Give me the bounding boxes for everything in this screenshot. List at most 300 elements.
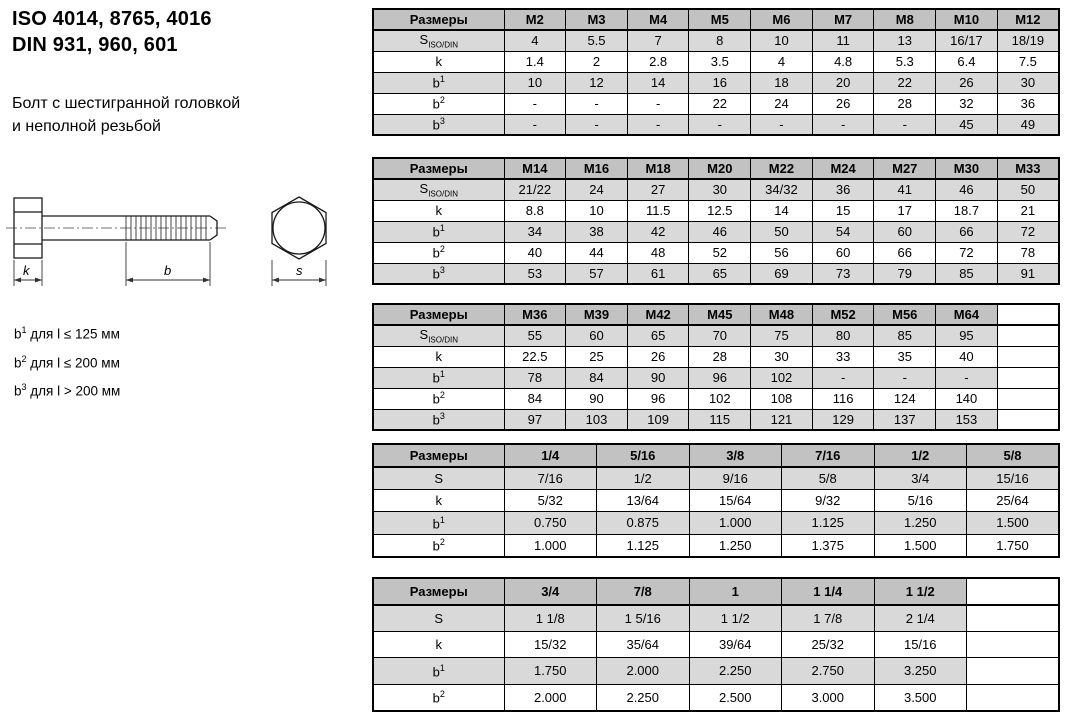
row-label: $b^2$ <box>373 93 504 114</box>
value-cell: 84 <box>504 388 566 409</box>
blank-cell <box>967 658 1060 685</box>
value-cell: 66 <box>874 242 936 263</box>
footnote-text: для l ≤ 200 мм <box>30 355 120 370</box>
value-cell: 1.250 <box>874 512 967 535</box>
size-column-header: M10 <box>936 9 998 30</box>
value-cell: - <box>874 114 936 135</box>
value-cell: 124 <box>874 388 936 409</box>
size-column-header: M12 <box>997 9 1059 30</box>
value-cell: 36 <box>812 179 874 200</box>
value-cell: 48 <box>627 242 689 263</box>
value-cell: 35/64 <box>597 631 690 658</box>
value-cell: 97 <box>504 409 566 430</box>
table-header-row <box>373 444 1059 467</box>
table-row <box>373 242 1059 263</box>
value-cell: 10 <box>566 200 628 221</box>
value-cell: 11 <box>812 30 874 51</box>
value-cell: 55 <box>504 325 566 346</box>
value-cell: 65 <box>627 325 689 346</box>
standards-title <box>12 6 212 58</box>
row-label: $b^2$ <box>373 388 504 409</box>
size-column-header: M8 <box>874 9 936 30</box>
value-cell: 2.250 <box>689 658 782 685</box>
value-cell: 30 <box>689 179 751 200</box>
value-cell: 22 <box>689 93 751 114</box>
sizes-header-label: Размеры <box>373 9 504 30</box>
blank-cell <box>967 631 1060 658</box>
value-cell: 9/32 <box>782 489 875 512</box>
footnote-symbol: b <box>14 355 22 370</box>
value-cell: 16 <box>689 72 751 93</box>
value-cell: 84 <box>566 367 628 388</box>
row-label: $b^3$ <box>373 409 504 430</box>
value-cell: 42 <box>627 221 689 242</box>
row-label: $b^1$ <box>373 221 504 242</box>
metric-table-m36-m64 <box>372 303 1060 431</box>
value-cell: 78 <box>997 242 1059 263</box>
value-cell: 1 1/2 <box>689 605 782 632</box>
size-column-header: M24 <box>812 158 874 179</box>
table-row <box>373 684 1059 711</box>
size-column-header: M5 <box>689 9 751 30</box>
value-cell: 60 <box>874 221 936 242</box>
blank-cell <box>997 304 1059 325</box>
size-column-header: 1 1/2 <box>874 578 967 605</box>
value-cell: 3.500 <box>874 684 967 711</box>
size-column-header: M27 <box>874 158 936 179</box>
value-cell: 40 <box>504 242 566 263</box>
value-cell: 38 <box>566 221 628 242</box>
value-cell: 26 <box>627 346 689 367</box>
value-cell: - <box>504 93 566 114</box>
size-column-header: M18 <box>627 158 689 179</box>
standards-iso-line: ISO 4014, 8765, 4016 <box>12 8 212 30</box>
description-line-1: Болт с шестигранной головкой <box>12 95 241 112</box>
value-cell: 28 <box>689 346 751 367</box>
value-cell: 2.000 <box>597 658 690 685</box>
value-cell: 20 <box>812 72 874 93</box>
value-cell: 1.000 <box>689 512 782 535</box>
size-column-header: 1/2 <box>874 444 967 467</box>
table-header-row <box>373 158 1059 179</box>
value-cell: - <box>812 367 874 388</box>
value-cell: 30 <box>997 72 1059 93</box>
size-column-header: M3 <box>566 9 628 30</box>
value-cell: 69 <box>751 263 813 284</box>
value-cell: 5/32 <box>504 489 597 512</box>
value-cell: 85 <box>874 325 936 346</box>
value-cell: 0.750 <box>504 512 597 535</box>
value-cell: 90 <box>566 388 628 409</box>
blank-cell <box>997 325 1059 346</box>
row-label: S <box>373 605 504 632</box>
row-label: $S_{ISO/DIN}$ <box>373 179 504 200</box>
value-cell: 44 <box>566 242 628 263</box>
value-cell: 85 <box>936 263 998 284</box>
value-cell: 66 <box>936 221 998 242</box>
value-cell: 50 <box>997 179 1059 200</box>
value-cell: 46 <box>689 221 751 242</box>
value-cell: 96 <box>627 388 689 409</box>
bolt-head-end-view <box>272 197 326 259</box>
table-row <box>373 346 1059 367</box>
value-cell: 2.500 <box>689 684 782 711</box>
value-cell: 40 <box>936 346 998 367</box>
size-column-header: 3/8 <box>689 444 782 467</box>
value-cell: 25/64 <box>967 489 1060 512</box>
row-label: $S_{ISO/DIN}$ <box>373 325 504 346</box>
size-column-header: M56 <box>874 304 936 325</box>
footnote-symbol: b <box>14 383 22 399</box>
row-label: $b^2$ <box>373 684 504 711</box>
value-cell: - <box>504 114 566 135</box>
value-cell: 24 <box>751 93 813 114</box>
value-cell: 70 <box>689 325 751 346</box>
value-cell: 39/64 <box>689 631 782 658</box>
value-cell: 2.8 <box>627 51 689 72</box>
footnote-b3 <box>14 375 120 404</box>
value-cell: 75 <box>751 325 813 346</box>
value-cell: 56 <box>751 242 813 263</box>
dimension-k-label: k <box>23 263 30 278</box>
value-cell: 116 <box>812 388 874 409</box>
value-cell: 14 <box>751 200 813 221</box>
value-cell: 3.250 <box>874 658 967 685</box>
value-cell: 5/16 <box>874 489 967 512</box>
value-cell: 46 <box>936 179 998 200</box>
bolt-technical-drawing <box>4 182 356 300</box>
inch-table-3-4-to-1-1-2 <box>372 577 1060 712</box>
footnote-b1 <box>14 318 120 347</box>
size-column-header: M42 <box>627 304 689 325</box>
value-cell: - <box>566 93 628 114</box>
value-cell: - <box>566 114 628 135</box>
footnote-sup: 3 <box>21 382 27 392</box>
arrowhead <box>126 278 133 283</box>
standards-din-line: DIN 931, 960, 601 <box>12 34 178 56</box>
size-column-header: M48 <box>751 304 813 325</box>
table-row <box>373 512 1059 535</box>
arrowhead <box>35 278 42 283</box>
value-cell: 4 <box>504 30 566 51</box>
value-cell: 1 7/8 <box>782 605 875 632</box>
value-cell: 5.3 <box>874 51 936 72</box>
value-cell: 1.500 <box>967 512 1060 535</box>
blank-cell <box>997 367 1059 388</box>
value-cell: - <box>874 367 936 388</box>
value-cell: 12.5 <box>689 200 751 221</box>
value-cell: - <box>812 114 874 135</box>
value-cell: 7 <box>627 30 689 51</box>
table-row <box>373 658 1059 685</box>
value-cell: 73 <box>812 263 874 284</box>
value-cell: 9/16 <box>689 467 782 490</box>
size-column-header: 5/16 <box>597 444 690 467</box>
value-cell: 41 <box>874 179 936 200</box>
table-row <box>373 179 1059 200</box>
size-column-header: M22 <box>751 158 813 179</box>
value-cell: 109 <box>627 409 689 430</box>
row-label: $b^3$ <box>373 263 504 284</box>
value-cell: 1.500 <box>874 534 967 557</box>
value-cell: 16/17 <box>936 30 998 51</box>
value-cell: - <box>689 114 751 135</box>
table-row <box>373 325 1059 346</box>
value-cell: 2.750 <box>782 658 875 685</box>
value-cell: 15 <box>812 200 874 221</box>
value-cell: 1 1/8 <box>504 605 597 632</box>
product-description <box>12 92 240 138</box>
value-cell: - <box>751 114 813 135</box>
table-row <box>373 367 1059 388</box>
value-cell: 2.250 <box>597 684 690 711</box>
value-cell: 72 <box>936 242 998 263</box>
value-cell: 2 1/4 <box>874 605 967 632</box>
value-cell: 7.5 <box>997 51 1059 72</box>
size-column-header: 1 1/4 <box>782 578 875 605</box>
value-cell: 18/19 <box>997 30 1059 51</box>
value-cell: 1.250 <box>689 534 782 557</box>
arrowhead <box>14 278 21 283</box>
dimension-tables-panel <box>372 0 1062 720</box>
arrowhead <box>272 278 279 283</box>
sizes-header-label: Размеры <box>373 304 504 325</box>
value-cell: 54 <box>812 221 874 242</box>
table-row <box>373 221 1059 242</box>
size-column-header: M64 <box>936 304 998 325</box>
size-column-header: 7/16 <box>782 444 875 467</box>
value-cell: 61 <box>627 263 689 284</box>
table-row <box>373 605 1059 632</box>
value-cell: 11.5 <box>627 200 689 221</box>
value-cell: - <box>627 114 689 135</box>
metric-table-m2-m12 <box>372 8 1060 136</box>
value-cell: 24 <box>566 179 628 200</box>
value-cell: 129 <box>812 409 874 430</box>
value-cell: 28 <box>874 93 936 114</box>
blank-cell <box>997 388 1059 409</box>
value-cell: 30 <box>751 346 813 367</box>
dimension-s-label: s <box>296 263 303 278</box>
size-column-header: M7 <box>812 9 874 30</box>
value-cell: 34 <box>504 221 566 242</box>
row-label: k <box>373 489 504 512</box>
value-cell: 1.750 <box>504 658 597 685</box>
row-label: $b^1$ <box>373 512 504 535</box>
value-cell: 53 <box>504 263 566 284</box>
inch-table-1-4-to-5-8 <box>372 443 1060 558</box>
value-cell: 52 <box>689 242 751 263</box>
value-cell: 1.375 <box>782 534 875 557</box>
row-label: k <box>373 200 504 221</box>
value-cell: 8 <box>689 30 751 51</box>
value-cell: 21/22 <box>504 179 566 200</box>
value-cell: - <box>936 367 998 388</box>
value-cell: 1.4 <box>504 51 566 72</box>
row-label: $b^1$ <box>373 658 504 685</box>
size-column-header: M20 <box>689 158 751 179</box>
table-row <box>373 30 1059 51</box>
size-column-header: 7/8 <box>597 578 690 605</box>
value-cell: 33 <box>812 346 874 367</box>
value-cell: 27 <box>627 179 689 200</box>
value-cell: 12 <box>566 72 628 93</box>
value-cell: 79 <box>874 263 936 284</box>
size-column-header: M30 <box>936 158 998 179</box>
row-label: $b^1$ <box>373 72 504 93</box>
value-cell: 5/8 <box>782 467 875 490</box>
value-cell: 3/4 <box>874 467 967 490</box>
sizes-header-label: Размеры <box>373 444 504 467</box>
value-cell: 25 <box>566 346 628 367</box>
blank-cell <box>967 605 1060 632</box>
value-cell: 26 <box>812 93 874 114</box>
table-row <box>373 93 1059 114</box>
row-label: $b^1$ <box>373 367 504 388</box>
table-row <box>373 200 1059 221</box>
value-cell: 80 <box>812 325 874 346</box>
value-cell: 26 <box>936 72 998 93</box>
value-cell: 103 <box>566 409 628 430</box>
metric-table-m14-m33 <box>372 157 1060 285</box>
value-cell: 18.7 <box>936 200 998 221</box>
row-label: $b^2$ <box>373 242 504 263</box>
footnote-sup: 2 <box>21 353 27 364</box>
footnote-sup: 1 <box>21 325 27 335</box>
value-cell: 65 <box>689 263 751 284</box>
value-cell: 18 <box>751 72 813 93</box>
size-column-header: M39 <box>566 304 628 325</box>
value-cell: 32 <box>936 93 998 114</box>
row-label: $S_{ISO/DIN}$ <box>373 30 504 51</box>
table-row <box>373 489 1059 512</box>
value-cell: 25/32 <box>782 631 875 658</box>
value-cell: 60 <box>812 242 874 263</box>
value-cell: 4.8 <box>812 51 874 72</box>
table-row <box>373 534 1059 557</box>
arrowhead <box>203 278 210 283</box>
table-row <box>373 263 1059 284</box>
value-cell: 7/16 <box>504 467 597 490</box>
value-cell: 108 <box>751 388 813 409</box>
value-cell: 140 <box>936 388 998 409</box>
value-cell: 22 <box>874 72 936 93</box>
blank-cell <box>967 684 1060 711</box>
row-label: $b^2$ <box>373 534 504 557</box>
footnotes <box>14 318 120 404</box>
value-cell: 35 <box>874 346 936 367</box>
size-column-header: M33 <box>997 158 1059 179</box>
table-row <box>373 388 1059 409</box>
table-row <box>373 72 1059 93</box>
value-cell: 15/64 <box>689 489 782 512</box>
size-column-header: M52 <box>812 304 874 325</box>
value-cell: 1 5/16 <box>597 605 690 632</box>
table-row <box>373 467 1059 490</box>
blank-cell <box>967 578 1060 605</box>
value-cell: 13/64 <box>597 489 690 512</box>
size-column-header: M2 <box>504 9 566 30</box>
value-cell: 17 <box>874 200 936 221</box>
table-row <box>373 114 1059 135</box>
footnote-text: для l ≤ 125 мм <box>30 326 120 342</box>
value-cell: - <box>627 93 689 114</box>
value-cell: 10 <box>751 30 813 51</box>
table-header-row <box>373 9 1059 30</box>
size-column-header: 3/4 <box>504 578 597 605</box>
size-column-header: 5/8 <box>967 444 1060 467</box>
value-cell: 0.875 <box>597 512 690 535</box>
value-cell: 36 <box>997 93 1059 114</box>
value-cell: 15/16 <box>967 467 1060 490</box>
footnote-text: для l > 200 мм <box>30 383 121 399</box>
size-column-header: M16 <box>566 158 628 179</box>
value-cell: 90 <box>627 367 689 388</box>
blank-cell <box>997 346 1059 367</box>
value-cell: 115 <box>689 409 751 430</box>
size-column-header: 1 <box>689 578 782 605</box>
size-column-header: M36 <box>504 304 566 325</box>
value-cell: 91 <box>997 263 1059 284</box>
value-cell: 14 <box>627 72 689 93</box>
value-cell: 21 <box>997 200 1059 221</box>
row-label: k <box>373 51 504 72</box>
row-label: k <box>373 631 504 658</box>
value-cell: 3.000 <box>782 684 875 711</box>
value-cell: 1/2 <box>597 467 690 490</box>
value-cell: 1.125 <box>782 512 875 535</box>
value-cell: 6.4 <box>936 51 998 72</box>
description-line-2: и неполной резьбой <box>12 118 161 135</box>
blank-cell <box>997 409 1059 430</box>
value-cell: 153 <box>936 409 998 430</box>
value-cell: 34/32 <box>751 179 813 200</box>
value-cell: 22.5 <box>504 346 566 367</box>
value-cell: 60 <box>566 325 628 346</box>
value-cell: 45 <box>936 114 998 135</box>
value-cell: 50 <box>751 221 813 242</box>
value-cell: 72 <box>997 221 1059 242</box>
size-column-header: M14 <box>504 158 566 179</box>
arrowhead <box>319 278 326 283</box>
value-cell: 57 <box>566 263 628 284</box>
row-label: $b^3$ <box>373 114 504 135</box>
dimension-b-label: b <box>164 263 172 278</box>
table-header-row <box>373 304 1059 325</box>
table-row <box>373 631 1059 658</box>
value-cell: 3.5 <box>689 51 751 72</box>
value-cell: 4 <box>751 51 813 72</box>
value-cell: 78 <box>504 367 566 388</box>
sizes-header-label: Размеры <box>373 578 504 605</box>
table-row <box>373 51 1059 72</box>
value-cell: 1.750 <box>967 534 1060 557</box>
value-cell: 10 <box>504 72 566 93</box>
value-cell: 2 <box>566 51 628 72</box>
value-cell: 121 <box>751 409 813 430</box>
table-header-row <box>373 578 1059 605</box>
table-row <box>373 409 1059 430</box>
value-cell: 13 <box>874 30 936 51</box>
footnote-symbol: b <box>14 326 22 342</box>
size-column-header: M45 <box>689 304 751 325</box>
size-column-header: M6 <box>751 9 813 30</box>
sizes-header-label: Размеры <box>373 158 504 179</box>
value-cell: 102 <box>689 388 751 409</box>
value-cell: 96 <box>689 367 751 388</box>
value-cell: 5.5 <box>566 30 628 51</box>
size-column-header: M4 <box>627 9 689 30</box>
